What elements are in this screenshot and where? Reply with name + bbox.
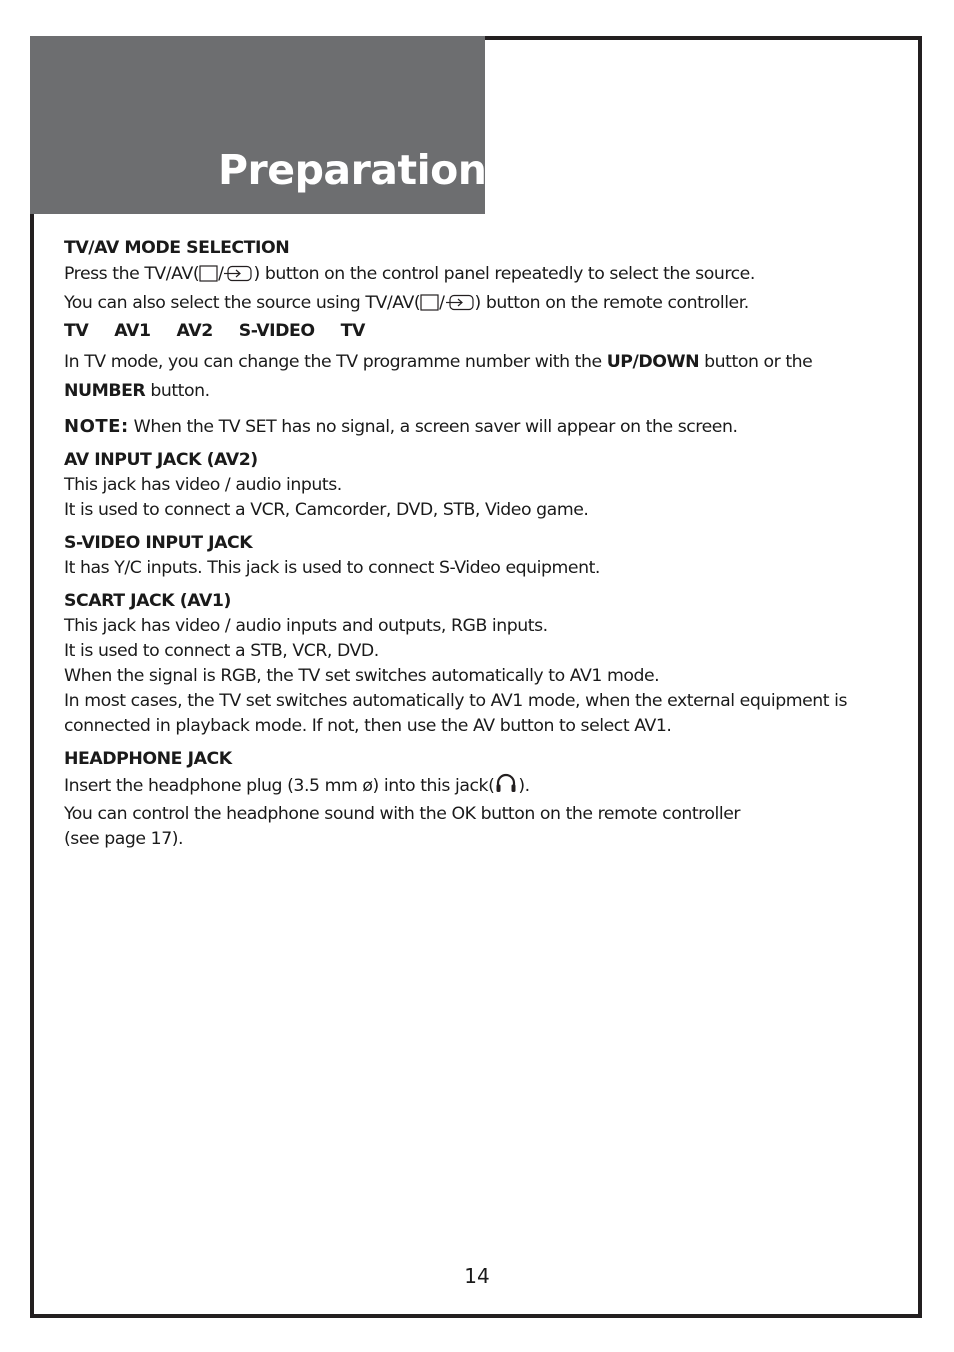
note: NOTE: When the TV SET has no signal, a screen saver will appear on the screen. [64,416,738,437]
svideo-heading: S-VIDEO INPUT JACK [64,533,253,553]
section-header [30,36,485,214]
sequence-item: AV2 [176,321,213,341]
sequence-item: TV [340,321,365,341]
note-label: NOTE: [64,416,129,437]
page-number: 14 [464,1264,490,1288]
tv-mode-paragraph: In TV mode, you can change the TV programme number with the UP/DOWN button or the NUMBER button. [64,352,813,401]
input-source-icon [223,265,253,290]
tvav-heading: TV/AV MODE SELECTION [64,238,290,258]
av2-line: It is used to connect a VCR, Camcorder, DVD, STB, Video game. [64,500,589,520]
headphone-line-1: Insert the headphone plug (3.5 mm ø) into this jack( ). [64,772,894,802]
scart-heading: SCART JACK (AV1) [64,591,231,611]
headphone-icon [494,772,518,802]
headphone-line: (see page 17). [64,829,184,849]
headphone-line: You can control the headphone sound with the OK button on the remote controller [64,804,741,824]
page-title: Preparation [218,146,487,194]
scart-line: When the signal is RGB, the TV set switches automatically to AV1 mode. [64,666,660,686]
sequence-item: AV1 [114,321,151,341]
input-source-icon [445,294,475,319]
headphone-heading: HEADPHONE JACK [64,749,232,769]
scart-line: This jack has video / audio inputs and outputs, RGB inputs. [64,616,548,636]
scart-line: It is used to connect a STB, VCR, DVD. [64,641,379,661]
tv-square-icon [420,294,439,319]
main-content [64,236,894,852]
av2-line: This jack has video / audio inputs. [64,475,342,495]
sequence-item: S-VIDEO [238,321,315,341]
av2-heading: AV INPUT JACK (AV2) [64,450,258,470]
source-sequence [64,319,894,344]
sequence-item: TV [64,321,89,341]
tvav-line-2: You can also select the source using TV/AV( / ) button on the remote controller. [64,291,894,319]
tvav-line-1: Press the TV/AV( / ) button on the control panel repeatedly to select the source. [64,262,894,290]
svideo-line: It has Y/C inputs. This jack is used to connect S-Video equipment. [64,558,600,578]
scart-line: connected in playback mode. If not, then use the AV button to select AV1. [64,716,672,736]
tv-square-icon [199,265,218,290]
scart-line: In most cases, the TV set switches automatically to AV1 mode, when the external equipment is [64,691,848,711]
